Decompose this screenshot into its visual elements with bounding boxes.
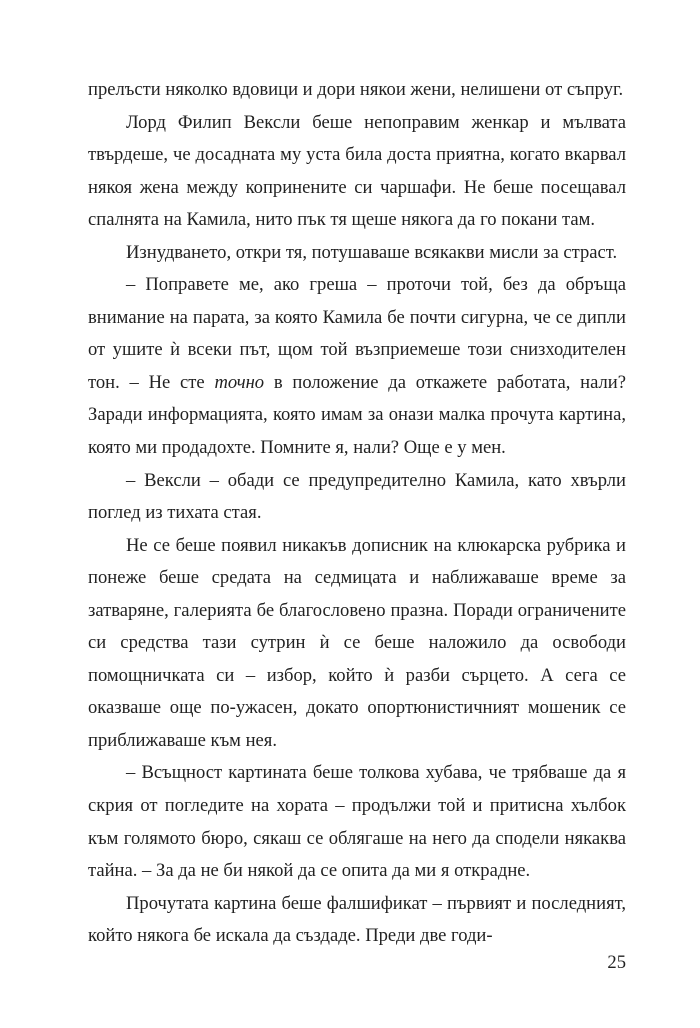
paragraph (88, 107, 626, 237)
page-number: 25 (607, 952, 626, 973)
paragraph (88, 757, 626, 887)
paragraph (88, 530, 626, 758)
paragraph-text: – Вексли – обади се предупредително Камила, като хвърли поглед из тихата стая. (88, 469, 626, 524)
paragraph (88, 465, 626, 530)
paragraph-text: Прочутата картина беше фалшификат – първият и последният, който някога бе искала да създаде. Преди две годи- (88, 892, 626, 947)
paragraph (88, 237, 626, 270)
paragraph-text: прелъсти няколко вдовици и дори някои жени, нелишени от съпруг. (88, 79, 624, 100)
paragraph-text: Не се беше появил никакъв дописник на клюкарска рубрика и понеже беше средата на седмицата и наближаваше време за затваряне, галерията бе благословено празна. Поради ограничените си средства тази сутрин ѝ се беше наложило да освободи помощничката си – избор, който ѝ разби сърцето. А сега се оказваше още по-ужасен, докато опортюнистичният мошеник се приближаваше към нея. (88, 534, 626, 751)
paragraph (88, 74, 626, 107)
paragraph-text: Изнудването, откри тя, потушаваше всякакви мисли за страст. (126, 241, 618, 263)
paragraph-text: – Всъщност картината беше толкова хубава, че трябваше да я скрия от погледите на хората – продължи той и притисна хълбок към голямото бюро, сякаш се облягаше на него да сподели някаква тайна. – За да не би някой да се опита да ми я открадне. (88, 762, 626, 882)
paragraph-text: в положение да откажете работата, нали? Заради информацията, която имам за онази малка прочута картина, която ми продадохте. Помните я, нали? Още е у мен. (88, 371, 626, 459)
paragraph-text: Лорд Филип Вексли беше непоправим женкар и мълвата твърдеше, че досадната му уста била доста приятна, когато вкарвал някоя жена между копринените си чаршафи. Не беше посещавал спалнята на Камила, нито пък тя щеше някога да го покани там. (88, 111, 626, 231)
paragraph (88, 269, 626, 464)
body-text (88, 74, 626, 953)
italic-text: точно (214, 371, 265, 393)
paragraph (88, 888, 626, 953)
paragraph-text: – Поправете ме, ако греша – проточи той, без да обръща внимание на парата, за която Камила бе почти сигурна, че се дипли от ушите ѝ всеки път, щом той възприемеше този снизходителен тон. – Не сте (88, 274, 626, 393)
